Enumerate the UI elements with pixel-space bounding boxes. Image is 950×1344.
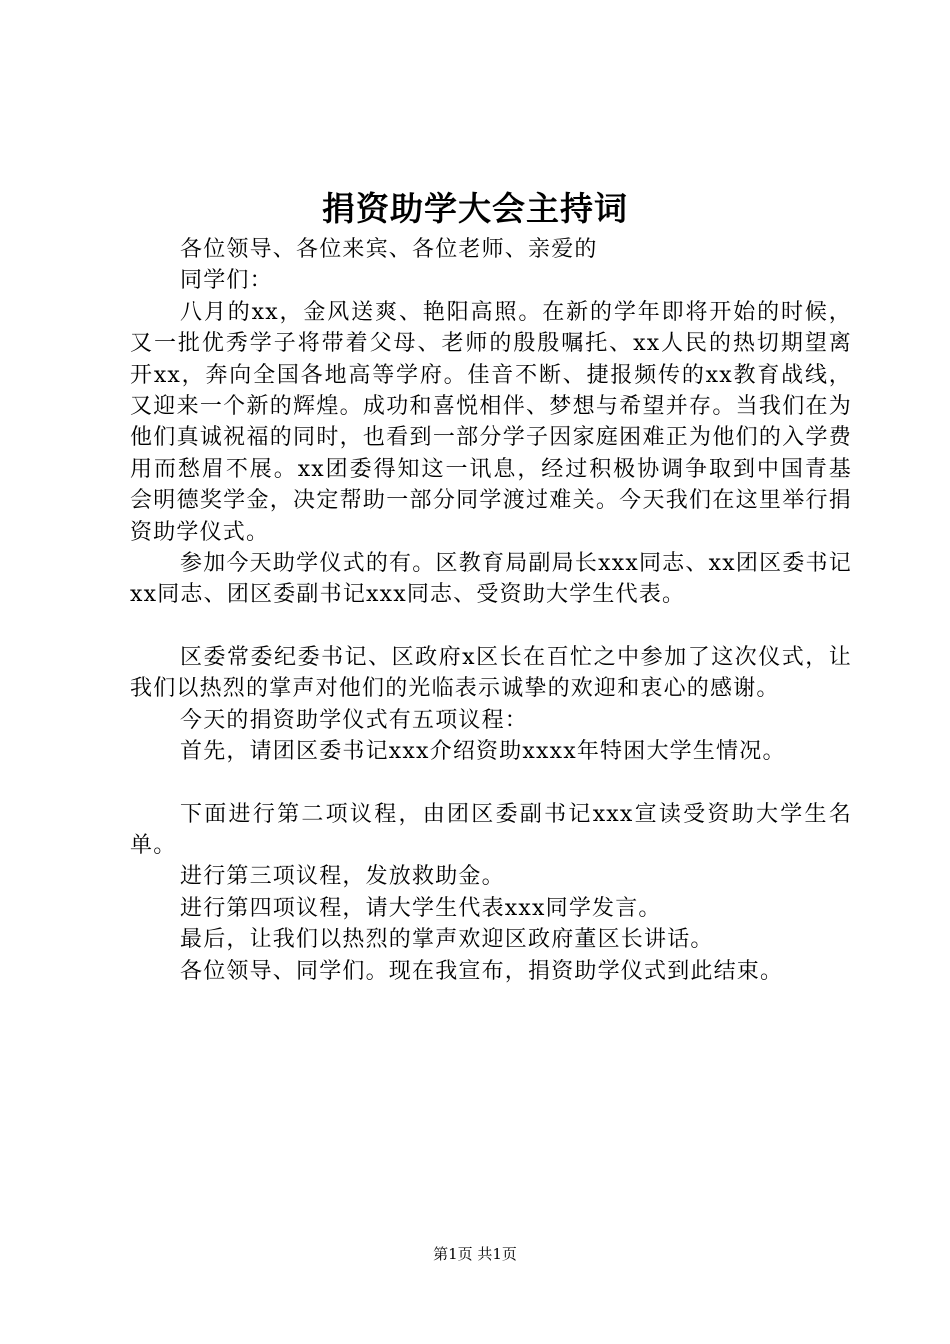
document-body	[130, 234, 852, 987]
document-title: 捐资助学大会主持词	[322, 189, 628, 228]
paragraph-agenda-3: 进行第三项议程，发放救助金。	[180, 864, 505, 890]
paragraph-welcome: 区委常委纪委书记、区政府x区长在百忙之中参加了这次仪式，让我们以热烈的掌声对他们的光临表示诚挚的欢迎和衷心的感谢。	[130, 644, 852, 702]
paragraph-agenda-1: 首先，请团区委书记xxx介绍资助xxxx年特困大学生情况。	[180, 739, 786, 765]
paragraph-agenda-5: 最后，让我们以热烈的掌声欢迎区政府董区长讲话。	[180, 927, 714, 953]
paragraph-opening: 八月的xx，金风送爽、艳阳高照。在新的学年即将开始的时候，又一批优秀学子将带着父母、老师的殷殷嘱托、xx人民的热切期望离开xx，奔向全国各地高等学府。佳音不断、捷报频传的xx教育战线，又迎来一个新的辉煌。成功和喜悦相伴、梦想与希望并存。当我们在为他们真诚祝福的同时，也看到一部分学子因家庭困难正为他们的入学费用而愁眉不展。xx团委得知这一讯息，经过积极协调争取到中国青基会明德奖学金，决定帮助一部分同学渡过难关。今天我们在这里举行捐资助学仪式。	[130, 299, 852, 545]
paragraph-agenda-2: 下面进行第二项议程，由团区委副书记xxx宣读受资助大学生名单。	[130, 801, 852, 858]
paragraph-attendees: 参加今天助学仪式的有。区教育局副局长xxx同志、xx团区委书记xx同志、团区委副书记xxx同志、受资助大学生代表。	[130, 551, 852, 608]
page-footer: 第1页 共1页	[433, 1245, 517, 1263]
paragraph-greeting: 各位领导、各位来宾、各位老师、亲爱的	[180, 237, 598, 262]
paragraph-closing: 各位领导、同学们。现在我宣布，捐资助学仪式到此结束。	[180, 958, 784, 984]
paragraph-agenda-4: 进行第四项议程，请大学生代表xxx同学发言。	[180, 895, 662, 921]
paragraph-greeting-cont: 同学们：	[180, 268, 273, 294]
paragraph-agenda-intro: 今天的捐资助学仪式有五项议程：	[180, 707, 529, 733]
